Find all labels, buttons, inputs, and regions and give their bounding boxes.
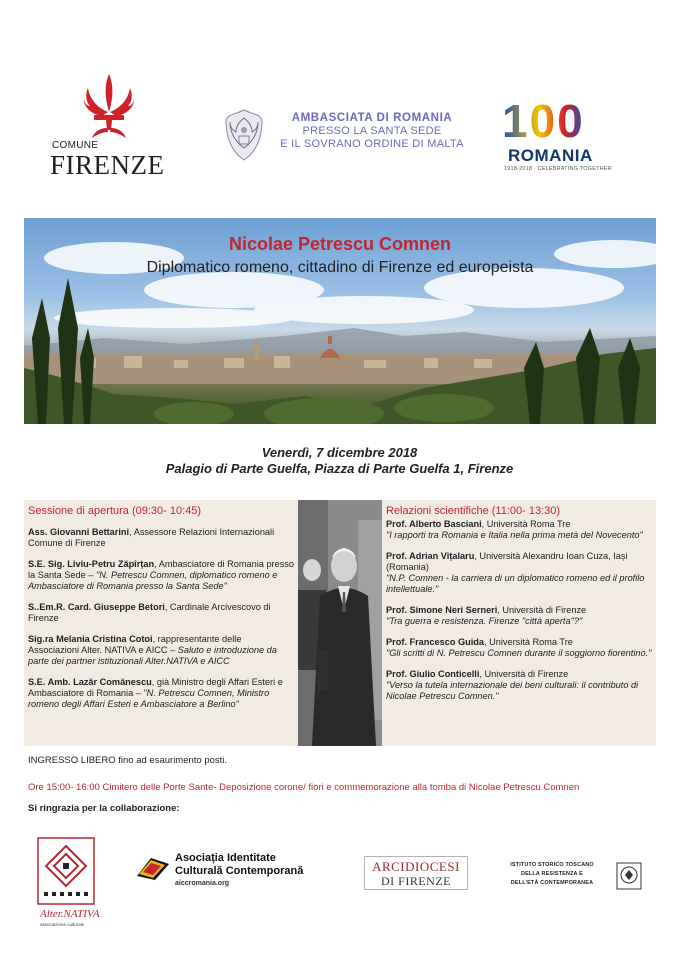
speaker-affiliation: , Università Roma Tre xyxy=(484,637,573,647)
nativa-subtitle: associazione culturale xyxy=(40,922,85,927)
speaker-role: , Assessore Relazioni Internazionali Comune di Firenze xyxy=(28,527,275,548)
hero-banner xyxy=(24,218,656,424)
nativa-name: Alter.NATIVA xyxy=(40,908,100,920)
speaker-name: Prof. Adrian Vițalaru xyxy=(386,551,475,561)
speaker-affiliation: , Università di Firenze xyxy=(497,605,587,615)
speaker-role: , Cardinale Arcivescovo di Firenze xyxy=(28,602,271,623)
speaker-entry xyxy=(386,669,654,702)
speaker-role: , Ambasciatore di Romania presso la Santa Sede – xyxy=(28,559,295,580)
istituto-emblem-icon xyxy=(616,862,642,890)
speaker-role: , già Ministro degli Affari Esteri e Ambasciatore di Romania – xyxy=(28,677,283,698)
speaker-name: Prof. Francesco Guida xyxy=(386,637,485,647)
speaker-name: S.E. Amb. Lazăr Comănescu xyxy=(28,677,152,687)
event-subtitle: Diplomatico romeno, cittadino di Firenze ed europeista xyxy=(146,259,534,276)
speaker-entry xyxy=(28,677,294,710)
event-date: Venerdì, 7 dicembre 2018 xyxy=(261,445,418,460)
scientific-session-heading: Relazioni scientifiche (11:00- 13:30) xyxy=(386,505,561,517)
nativa-emblem-icon xyxy=(36,836,96,906)
ceremony-note: Ore 15:00- 16:00 Cimitero delle Porte Sante- Deposizione corone/ fiori e commemorazione alla tomba di Nicolae Petrescu Comnen xyxy=(28,782,580,793)
speaker-talk: "Gli scritti di N. Petrescu Comnen durante il soggiorno fiorentino." xyxy=(386,648,652,658)
istituto-storico-logo xyxy=(512,862,644,894)
istituto-line-2: DELLA RESISTENZA E xyxy=(521,871,583,877)
embassy-logo xyxy=(222,108,472,168)
istituto-line-3: DELL'ETÀ CONTEMPORANEA xyxy=(510,880,594,886)
romania-wordmark: ROMANIA xyxy=(508,146,593,165)
nicolae-petrescu-comnen-portrait-image xyxy=(298,500,382,746)
opening-session-heading: Sessione di apertura (09:30- 10:45) xyxy=(28,505,202,517)
embassy-line-1: AMBASCIATA DI ROMANIA xyxy=(291,112,453,124)
speaker-role: , rappresentante delle Associazioni Alter. NATIVA e AICC – xyxy=(28,634,242,655)
centenary-number: 100 xyxy=(502,95,585,147)
aicc-line-1: Asociația Identitate xyxy=(175,852,276,864)
speaker-entry xyxy=(386,519,654,541)
speaker-affiliation: , Università Alexandru Ioan Cuza, Iași (Romania) xyxy=(386,551,628,572)
speaker-affiliation: , Università Roma Tre xyxy=(481,519,571,529)
speaker-talk: "Tra guerra e resistenza. Firenze "città aperta"?" xyxy=(386,616,583,626)
speaker-entry xyxy=(28,559,294,592)
comune-di-firenze-logo xyxy=(48,72,166,180)
opening-session xyxy=(28,505,294,720)
romania-centenary-logo xyxy=(502,94,614,176)
speaker-talk: "I rapporti tra Romania e Italia nella prima metà del Novecento" xyxy=(386,530,643,540)
speaker-entry xyxy=(28,634,294,667)
arcidiocesi-line-2: DI FIRENZE xyxy=(381,874,451,888)
aicc-book-icon xyxy=(135,854,171,880)
speaker-name: Sig.ra Melania Cristina Cotoi xyxy=(28,634,153,644)
program-panel xyxy=(24,500,656,746)
speaker-talk: "N. Petrescu Comnen, diplomatico romeno e Ambasciatore di Romania presso la Santa Sede" xyxy=(28,570,278,591)
speaker-entry xyxy=(386,605,654,627)
speaker-entry xyxy=(386,637,654,659)
speaker-entry xyxy=(28,527,294,549)
speaker-talk: "N. Petrescu Comnen, Ministro romeno degli Affari Esteri e Ambasciatore a Berlino" xyxy=(28,688,270,709)
free-entry-note: INGRESSO LIBERO fino ad esaurimento posti. xyxy=(28,755,228,766)
speaker-name: Prof. Giulio Conticelli xyxy=(386,669,480,679)
event-title: Nicolae Petrescu Comnen xyxy=(228,234,452,254)
speaker-name: S.E. Sig. Liviu-Petru Zăpîrțan xyxy=(28,559,155,569)
aicc-website: aiccromania.org xyxy=(175,880,230,887)
speaker-entry xyxy=(28,602,294,624)
portrait-photo xyxy=(298,500,382,746)
romanian-coat-of-arms-icon xyxy=(222,108,266,164)
speaker-talk: "Verso la tutela internazionale dei beni culturali: il contributo di Nicolae Petrescu Comnen." xyxy=(386,680,639,701)
aicc-logo xyxy=(135,852,325,892)
embassy-line-2: PRESSO LA SANTA SEDE xyxy=(302,125,442,137)
firenze-wordmark: FIRENZE xyxy=(50,150,165,180)
event-venue: Palagio di Parte Guelfa, Piazza di Parte Guelfa 1, Firenze xyxy=(165,461,514,476)
thanks-heading: Si ringrazia per la collaborazione: xyxy=(28,803,180,814)
florentine-lily-icon xyxy=(84,72,134,140)
speaker-talk: "N.P. Comnen - la carriera di un diplomatico romeno ed il profilo intellettuale." xyxy=(386,573,645,594)
speaker-name: Ass. Giovanni Bettarini xyxy=(28,527,130,537)
arcidiocesi-logo xyxy=(364,856,468,890)
arcidiocesi-line-1: ARCIDIOCESI xyxy=(372,859,460,874)
alter-nativa-logo xyxy=(36,836,102,928)
speaker-name: Prof. Alberto Basciani xyxy=(386,519,482,529)
scientific-session xyxy=(386,505,654,712)
speaker-affiliation: , Università di Firenze xyxy=(479,669,569,679)
embassy-line-3: E IL SOVRANO ORDINE DI MALTA xyxy=(280,138,464,150)
speaker-name: S..Em.R. Card. Giuseppe Betori xyxy=(28,602,165,612)
istituto-line-1: ISTITUTO STORICO TOSCANO xyxy=(510,862,594,868)
centenary-tagline: 1918-2018 · CELEBRATING TOGETHER xyxy=(504,166,612,172)
speaker-entry xyxy=(386,551,654,595)
aicc-line-2: Culturală Contemporană xyxy=(175,865,304,877)
speaker-talk: Saluto e introduzione da parte dei partner istituzionali Alter.NATIVA e AICC xyxy=(28,645,277,666)
speaker-name: Prof. Simone Neri Serneri xyxy=(386,605,498,615)
comune-label: COMUNE xyxy=(52,140,99,151)
